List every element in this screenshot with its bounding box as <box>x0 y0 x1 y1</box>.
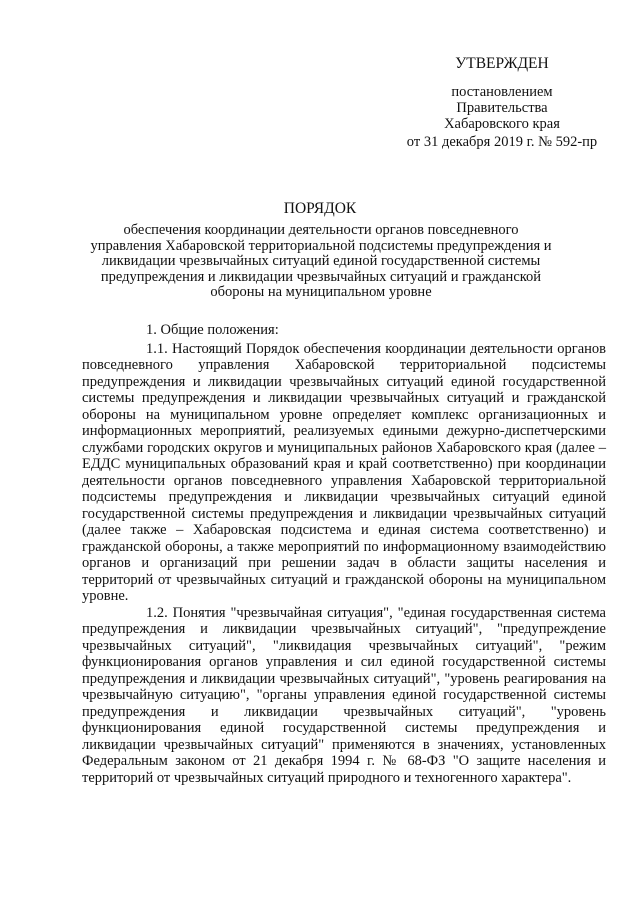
approval-line-1: постановлением <box>451 84 553 100</box>
paragraph-1-2: 1.2. Понятия "чрезвычайная ситуация", "единая государственная система предупреждения и ликвидации чрезвычайных ситуаций", "предупреждение чрезвычайных ситуаций", "ликвидация чрезвычайных ситуаций", "режим функционирования органов управления и сил единой государственной системы предупреждения и ликвидации чрезвычайных ситуаций", "уровень реагирования на чрезвычайную ситуацию", "органы управления единой государственной системы предупреждения и ликвидации чрезвычайных ситуаций", "уровень функционирования единой государственной системы предупреждения и ликвидации чрезвычайных ситуаций" применяются в значениях, установленных Федеральным законом от 21 декабря 1994 г. № 68-ФЗ "О защите населения и территорий от чрезвычайных ситуаций природного и техногенного характера". <box>82 604 606 786</box>
document-body <box>82 322 606 786</box>
approval-line-3: Хабаровского края <box>444 116 560 132</box>
approval-heading: УТВЕРЖДЕН <box>455 55 549 72</box>
document-title: ПОРЯДОК <box>283 200 357 217</box>
section-heading: 1. Общие положения: <box>146 322 279 338</box>
approval-stamp <box>392 56 612 150</box>
paragraph-1-1: 1.1. Настоящий Порядок обеспечения координации деятельности органов повседневного управления Хабаровской территориальной подсистемы предупреждения и ликвидации чрезвычайных ситуаций единой государственной системы предупреждения и ликвидации чрезвычайных ситуаций и гражданской обороны на муниципальном уровне определяет комплекс организационных и информационных мероприятий, реализуемых едиными дежурно-диспетчерскими службами городских округов и муниципальных районов Хабаровского края (далее – ЕДДС муниципальных образований края и край соответственно) при координации деятельности органов повседневного управления Хабаровской территориальной подсистемы предупреждения и ликвидации чрезвычайных ситуаций единой государственной системы предупреждения и ликвидации чрезвычайных ситуаций (далее также – Хабаровская подсистема и единая система соответственно) и гражданской обороны, а также мероприятий по информационному взаимодействию органов и организаций при решении задач в области защиты населения и территорий от чрезвычайных ситуаций и гражданской обороны на муниципальном уровне. <box>82 340 606 604</box>
approval-line-2: Правительства <box>456 100 548 116</box>
document-subtitle: обеспечения координации деятельности органов повседневного управления Хабаровской территориальной подсистемы предупреждения и ликвидации чрезвычайных ситуаций единой государственной системы предупреждения и ликвидации чрезвычайных ситуаций и гражданской обороны на муниципальном уровне <box>90 222 552 300</box>
approval-date: от 31 декабря 2019 г. № 592-пр <box>406 134 598 150</box>
